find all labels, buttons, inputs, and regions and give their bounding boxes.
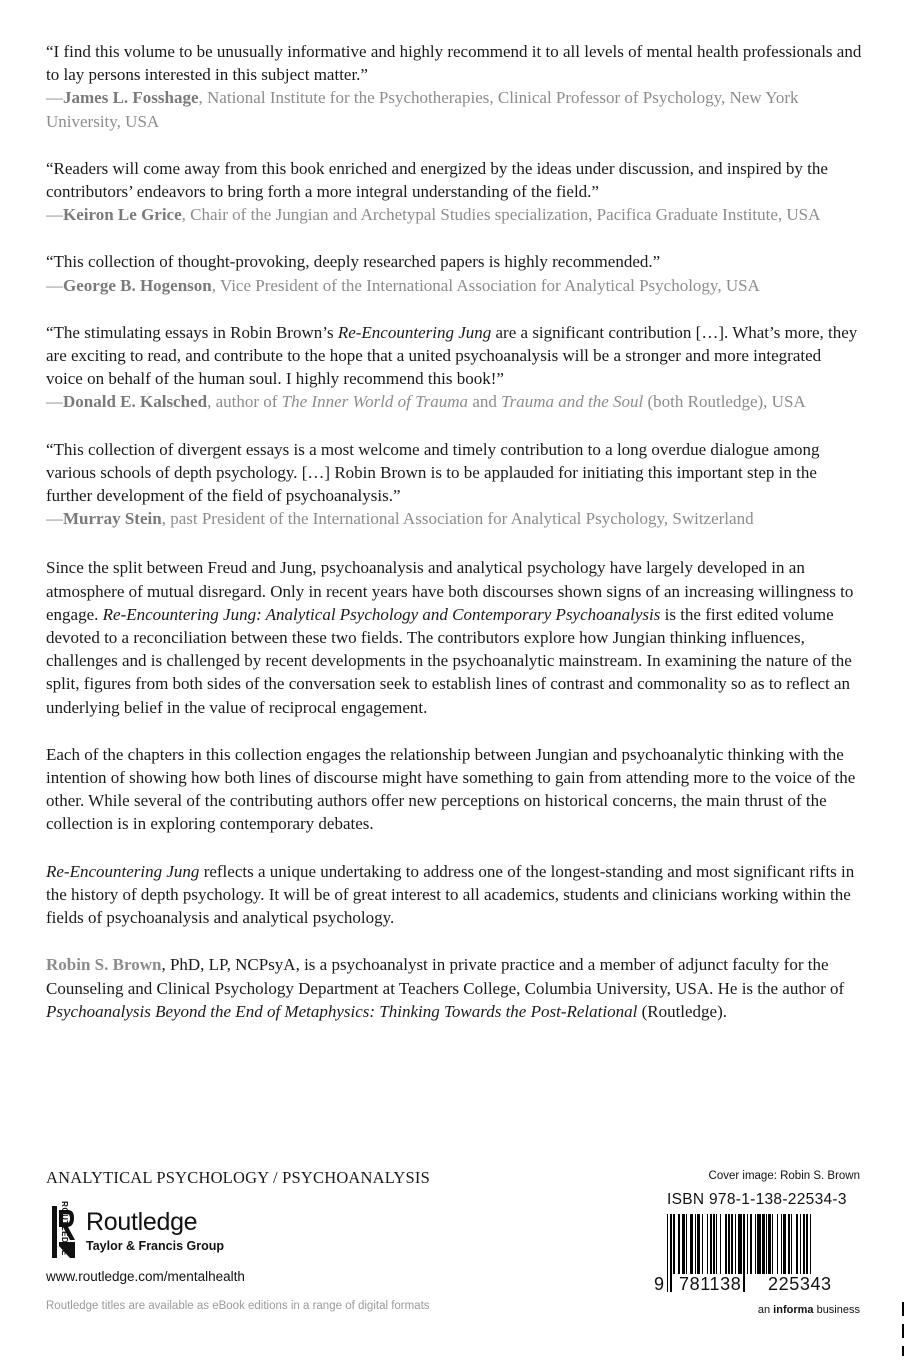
quote-text: are a significant contribution […]. What’s more, they are exciting to read, and contribute to the hope that a united psychoanalysis will be a stronger and more integrated voice on behalf of the human soul. I highly recommend this book!” — [46, 322, 858, 389]
endorsement-attribution — [46, 274, 862, 297]
barcode-bar — [800, 1214, 801, 1274]
description-paragraph: Each of the chapters in this collection engages the relationship between Jungian and psychoanalytic thinking with the intention of showing how both lines of discourse might have something to gain from attending more to the voice of the other. While several of the contributing authors offer new perceptions on historical concerns, the main thrust of the collection is in exploring contemporary debates. — [46, 744, 856, 834]
bio-text: , PhD, LP, NCPsyA, is a psychoanalyst in private practice and a member of adjunct faculty for the Counseling and Clinical Psychology Department at Teachers College, Columbia University, USA. He is the author of — [46, 955, 845, 998]
barcode-bar — [673, 1214, 674, 1274]
barcode-bar — [667, 1214, 668, 1292]
endorsement-quote: “I find this volume to be unusually informative and highly recommend it to all levels of mental health professionals and to lay persons interested in this subject matter.” — [46, 42, 862, 85]
barcode-bar — [720, 1214, 721, 1274]
affiliation-text: (both Routledge), USA — [643, 392, 806, 412]
barcode-bar — [697, 1214, 700, 1274]
description-text: Since the split between Freud and Jung, psychoanalysis and analytical psychology have largely developed in an atmosphere of mutual disregard. Only in recent years have both discourses shown signs of an increasing willingness to engage. — [46, 558, 854, 624]
publisher-group: Taylor & Francis Group — [86, 1239, 224, 1253]
barcode-bar — [757, 1214, 761, 1274]
endorser-affiliation: , National Institute for the Psychotherapies, Clinical Professor of Psychology, New York University, USA — [46, 88, 799, 131]
barcode-bar — [710, 1214, 713, 1274]
barcode-bar — [682, 1214, 685, 1274]
book-title: The Inner World of Trauma — [281, 392, 469, 412]
publisher-logo — [46, 1201, 306, 1258]
endorsement — [46, 438, 862, 531]
endorser-affiliation: , Vice President of the International Association for Analytical Psychology, USA — [211, 275, 760, 295]
book-title: Trauma and the Soul — [501, 392, 644, 412]
crop-mark — [902, 1324, 904, 1338]
barcode-bar — [735, 1214, 736, 1274]
barcode-bar — [716, 1214, 717, 1274]
endorser-affiliation: , past President of the International Association for Analytical Psychology, Switzerland — [161, 509, 754, 529]
barcode-bar — [755, 1214, 756, 1274]
endorsement — [46, 157, 862, 227]
publisher-vertical-text: ROUTLEDGE — [59, 1201, 69, 1256]
endorsement-quote — [46, 321, 862, 391]
informa-business-tag — [758, 1304, 860, 1316]
barcode-bar — [783, 1214, 786, 1274]
barcode-bar — [728, 1214, 729, 1274]
barcode-bar — [690, 1214, 694, 1274]
informa-prefix: an — [757, 1304, 774, 1316]
barcode-bar — [750, 1214, 753, 1274]
barcode-bar — [768, 1214, 771, 1274]
barcode-bar — [743, 1214, 744, 1292]
affiliation-text: , author of — [207, 392, 282, 412]
barcode-bar — [772, 1214, 773, 1274]
barcode-bar — [686, 1214, 687, 1274]
isbn: ISBN 978-1-138-22534-3 — [667, 1191, 847, 1208]
informa-suffix: business — [813, 1304, 860, 1316]
cover-credit: Cover image: Robin S. Brown — [708, 1170, 860, 1182]
barcode-bar — [678, 1214, 679, 1274]
book-title: Re-Encountering Jung: Analytical Psychology and Contemporary Psychoanalysis — [102, 604, 661, 624]
back-cover-text — [46, 40, 862, 1047]
barcode-bar — [725, 1214, 728, 1274]
book-title: Psychoanalysis Beyond the End of Metaphysics: Thinking Towards the Post-Relational — [46, 1001, 638, 1021]
barcode-bar — [713, 1214, 714, 1274]
barcode-bar — [777, 1214, 778, 1274]
dash: — — [46, 88, 63, 108]
dash: — — [46, 392, 63, 412]
bio-text: (Routledge). — [637, 1001, 728, 1021]
barcode-bar — [781, 1214, 782, 1274]
description-paragraph — [46, 556, 862, 718]
endorsement — [46, 40, 862, 133]
crop-mark — [902, 1346, 904, 1356]
crop-mark — [902, 1302, 904, 1316]
book-title: Re-Encountering Jung — [46, 861, 200, 881]
affiliation-text: and — [468, 392, 502, 412]
barcode-bar — [702, 1214, 703, 1274]
author-bio — [46, 953, 862, 1023]
barcode-bar — [670, 1214, 673, 1292]
subject-category: ANALYTICAL PSYCHOLOGY / PSYCHOANALYSIS — [46, 1168, 430, 1187]
dash: — — [46, 509, 63, 529]
barcode-digits-right: 225343 — [768, 1274, 832, 1294]
endorsement-quote: “Readers will come away from this book enriched and energized by the ideas under discussion, and inspired by the contributors’ endeavors to bring forth a more integral understanding of the field.” — [46, 158, 828, 202]
endorser-name: James L. Fosshage — [63, 88, 199, 108]
endorsement — [46, 321, 862, 414]
endorsement — [46, 250, 862, 296]
barcode-bar — [762, 1214, 765, 1274]
barcode-bar — [803, 1214, 804, 1274]
endorser-affiliation: , Chair of the Jungian and Archetypal Studies specialization, Pacifica Graduate Institute, USA — [181, 205, 821, 225]
barcode-bar — [747, 1214, 748, 1274]
book-title: Re-Encountering Jung — [337, 322, 492, 342]
endorsement-attribution — [46, 390, 862, 413]
dash: — — [46, 205, 63, 225]
publisher-website[interactable]: www.routledge.com/mentalhealth — [46, 1269, 245, 1284]
endorser-name: Donald E. Kalsched — [63, 392, 208, 412]
dash: — — [46, 275, 63, 295]
endorsement-quote: “This collection of divergent essays is a most welcome and timely contribution to a long overdue dialogue among various schools of depth psychology. […] Robin Brown is to be applauded for initiating this important step in the further development of the field of psychoanalysis.” — [46, 439, 820, 506]
endorser-name: Keiron Le Grice — [63, 205, 182, 225]
author-name: Robin S. Brown — [46, 955, 162, 975]
barcode-bar — [791, 1214, 792, 1274]
barcode-bar — [796, 1214, 799, 1274]
endorsement-quote: “This collection of thought-provoking, deeply researched papers is highly recommended.” — [46, 252, 661, 272]
endorser-name: George B. Hogenson — [63, 275, 212, 295]
endorsement-attribution — [46, 203, 862, 226]
barcode-bar — [695, 1214, 696, 1274]
barcode-bar — [766, 1214, 767, 1274]
endorsement-attribution — [46, 86, 862, 132]
barcode-bar — [707, 1214, 708, 1274]
quote-text: “The stimulating essays in Robin Brown’s — [46, 322, 338, 342]
description-text: reflects a unique undertaking to address one of the longest-standing and most significant rifts in the history of depth psychology. It will be of great interest to all academics, students and clinicians working within the fields of psychoanalysis and analytical psychology. — [46, 861, 855, 928]
barcode-bar — [788, 1214, 789, 1274]
barcode-bar — [806, 1214, 809, 1274]
publisher-name: Routledge — [86, 1208, 198, 1236]
description-text: is the first edited volume devoted to a reconciliation between these two fields. The contributors explore how Jungian thinking influences, challenges and is challenged by recent developments in the psychoanalytic mainstream. In examining the nature of the split, figures from both sides of the conversation seek to establish lines of contrast and commonality so as to reflect an underlying belief in the value of reciprocal engagement. — [46, 604, 852, 717]
barcode-digit-lead: 9 — [654, 1274, 665, 1294]
endorser-name: Murray Stein — [63, 509, 162, 529]
back-cover-footer — [46, 1168, 862, 1358]
informa-brand: informa — [773, 1304, 814, 1316]
barcode-digits-left: 781138 — [679, 1274, 742, 1294]
description-paragraph — [46, 860, 862, 930]
ebook-note: Routledge titles are available as eBook editions in a range of digital formats — [46, 1300, 430, 1312]
endorsement-attribution — [46, 507, 862, 530]
barcode-bar — [731, 1214, 734, 1274]
